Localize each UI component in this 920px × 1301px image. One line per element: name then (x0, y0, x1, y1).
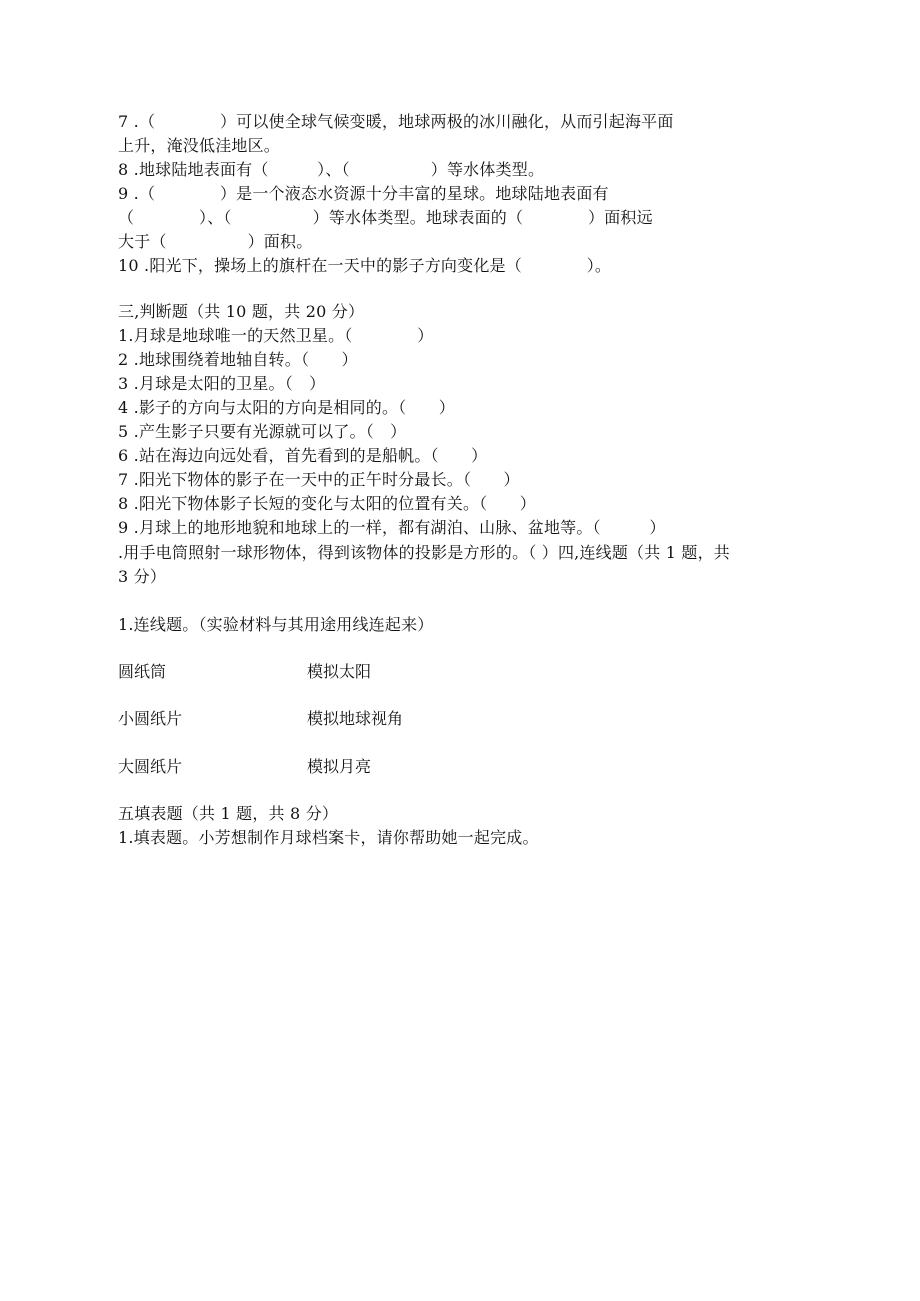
section-3-title: 三,判断题（共 10 题，共 20 分） (118, 302, 365, 321)
judge-item-3: 3 .月球是太阳的卫星。（ ） (118, 374, 326, 393)
judge-item-5: 5 .产生影子只要有光源就可以了。（ ） (118, 422, 407, 441)
section-5-title: 五填表题（共 1 题，共 8 分） (118, 804, 339, 823)
judge-item-2: 2 .地球围绕着地轴自转。（ ） (118, 350, 358, 369)
matching-question: 1.连线题。（实验材料与其用途用线连起来） (118, 615, 434, 634)
table-fill-question: 1.填表题。小芳想制作月球档案卡，请你帮助她一起完成。 (118, 828, 539, 847)
matching-left-item-2: 小圆纸片 (118, 709, 183, 728)
question-9-line-1: 9 .（ ）是一个液态水资源十分丰富的星球。地球陆地表面有 (118, 184, 609, 203)
judge-item-7: 7 .阳光下物体的影子在一天中的正午时分最长。（ ） (118, 470, 520, 489)
judge-item-4: 4 .影子的方向与太阳的方向是相同的。（ ） (118, 398, 455, 417)
judge-item-6: 6 .站在海边向远处看，首先看到的是船帆。（ ） (118, 446, 488, 465)
matching-right-item-3: 模拟月亮 (307, 757, 372, 776)
question-7-line-2: 上升，淹没低洼地区。 (118, 136, 281, 155)
question-8: 8 .地球陆地表面有（ ）、（ ）等水体类型。 (118, 160, 545, 179)
question-9-line-2: （ ）、（ ）等水体类型。地球表面的（ ）面积远 (118, 208, 653, 227)
matching-right-item-2: 模拟地球视角 (307, 709, 404, 728)
matching-right-item-1: 模拟太阳 (307, 662, 372, 681)
judge-item-1: 1.月球是地球唯一的天然卫星。（ ） (118, 326, 434, 345)
matching-left-item-3: 大圆纸片 (118, 757, 183, 776)
judge-item-10-line-1: .用手电筒照射一球形物体，得到该物体的投影是方形的。（ ）四,连线题（共 1 题，共 (118, 543, 731, 562)
question-7-line-1: 7 .（ ）可以使全球气候变暖，地球两极的冰川融化，从而引起海平面 (118, 112, 674, 131)
judge-item-10-line-2: 3 分） (118, 567, 167, 586)
question-9-line-3: 大于（ ）面积。 (118, 232, 313, 251)
question-10: 10 .阳光下，操场上的旗杆在一天中的影子方向变化是（ ）。 (118, 256, 612, 275)
judge-item-9: 9 .月球上的地形地貌和地球上的一样，都有湖泊、山脉、盆地等。（ ） (118, 518, 666, 537)
matching-left-item-1: 圆纸筒 (118, 662, 167, 681)
judge-item-8: 8 .阳光下物体影子长短的变化与太阳的位置有关。（ ） (118, 494, 536, 513)
